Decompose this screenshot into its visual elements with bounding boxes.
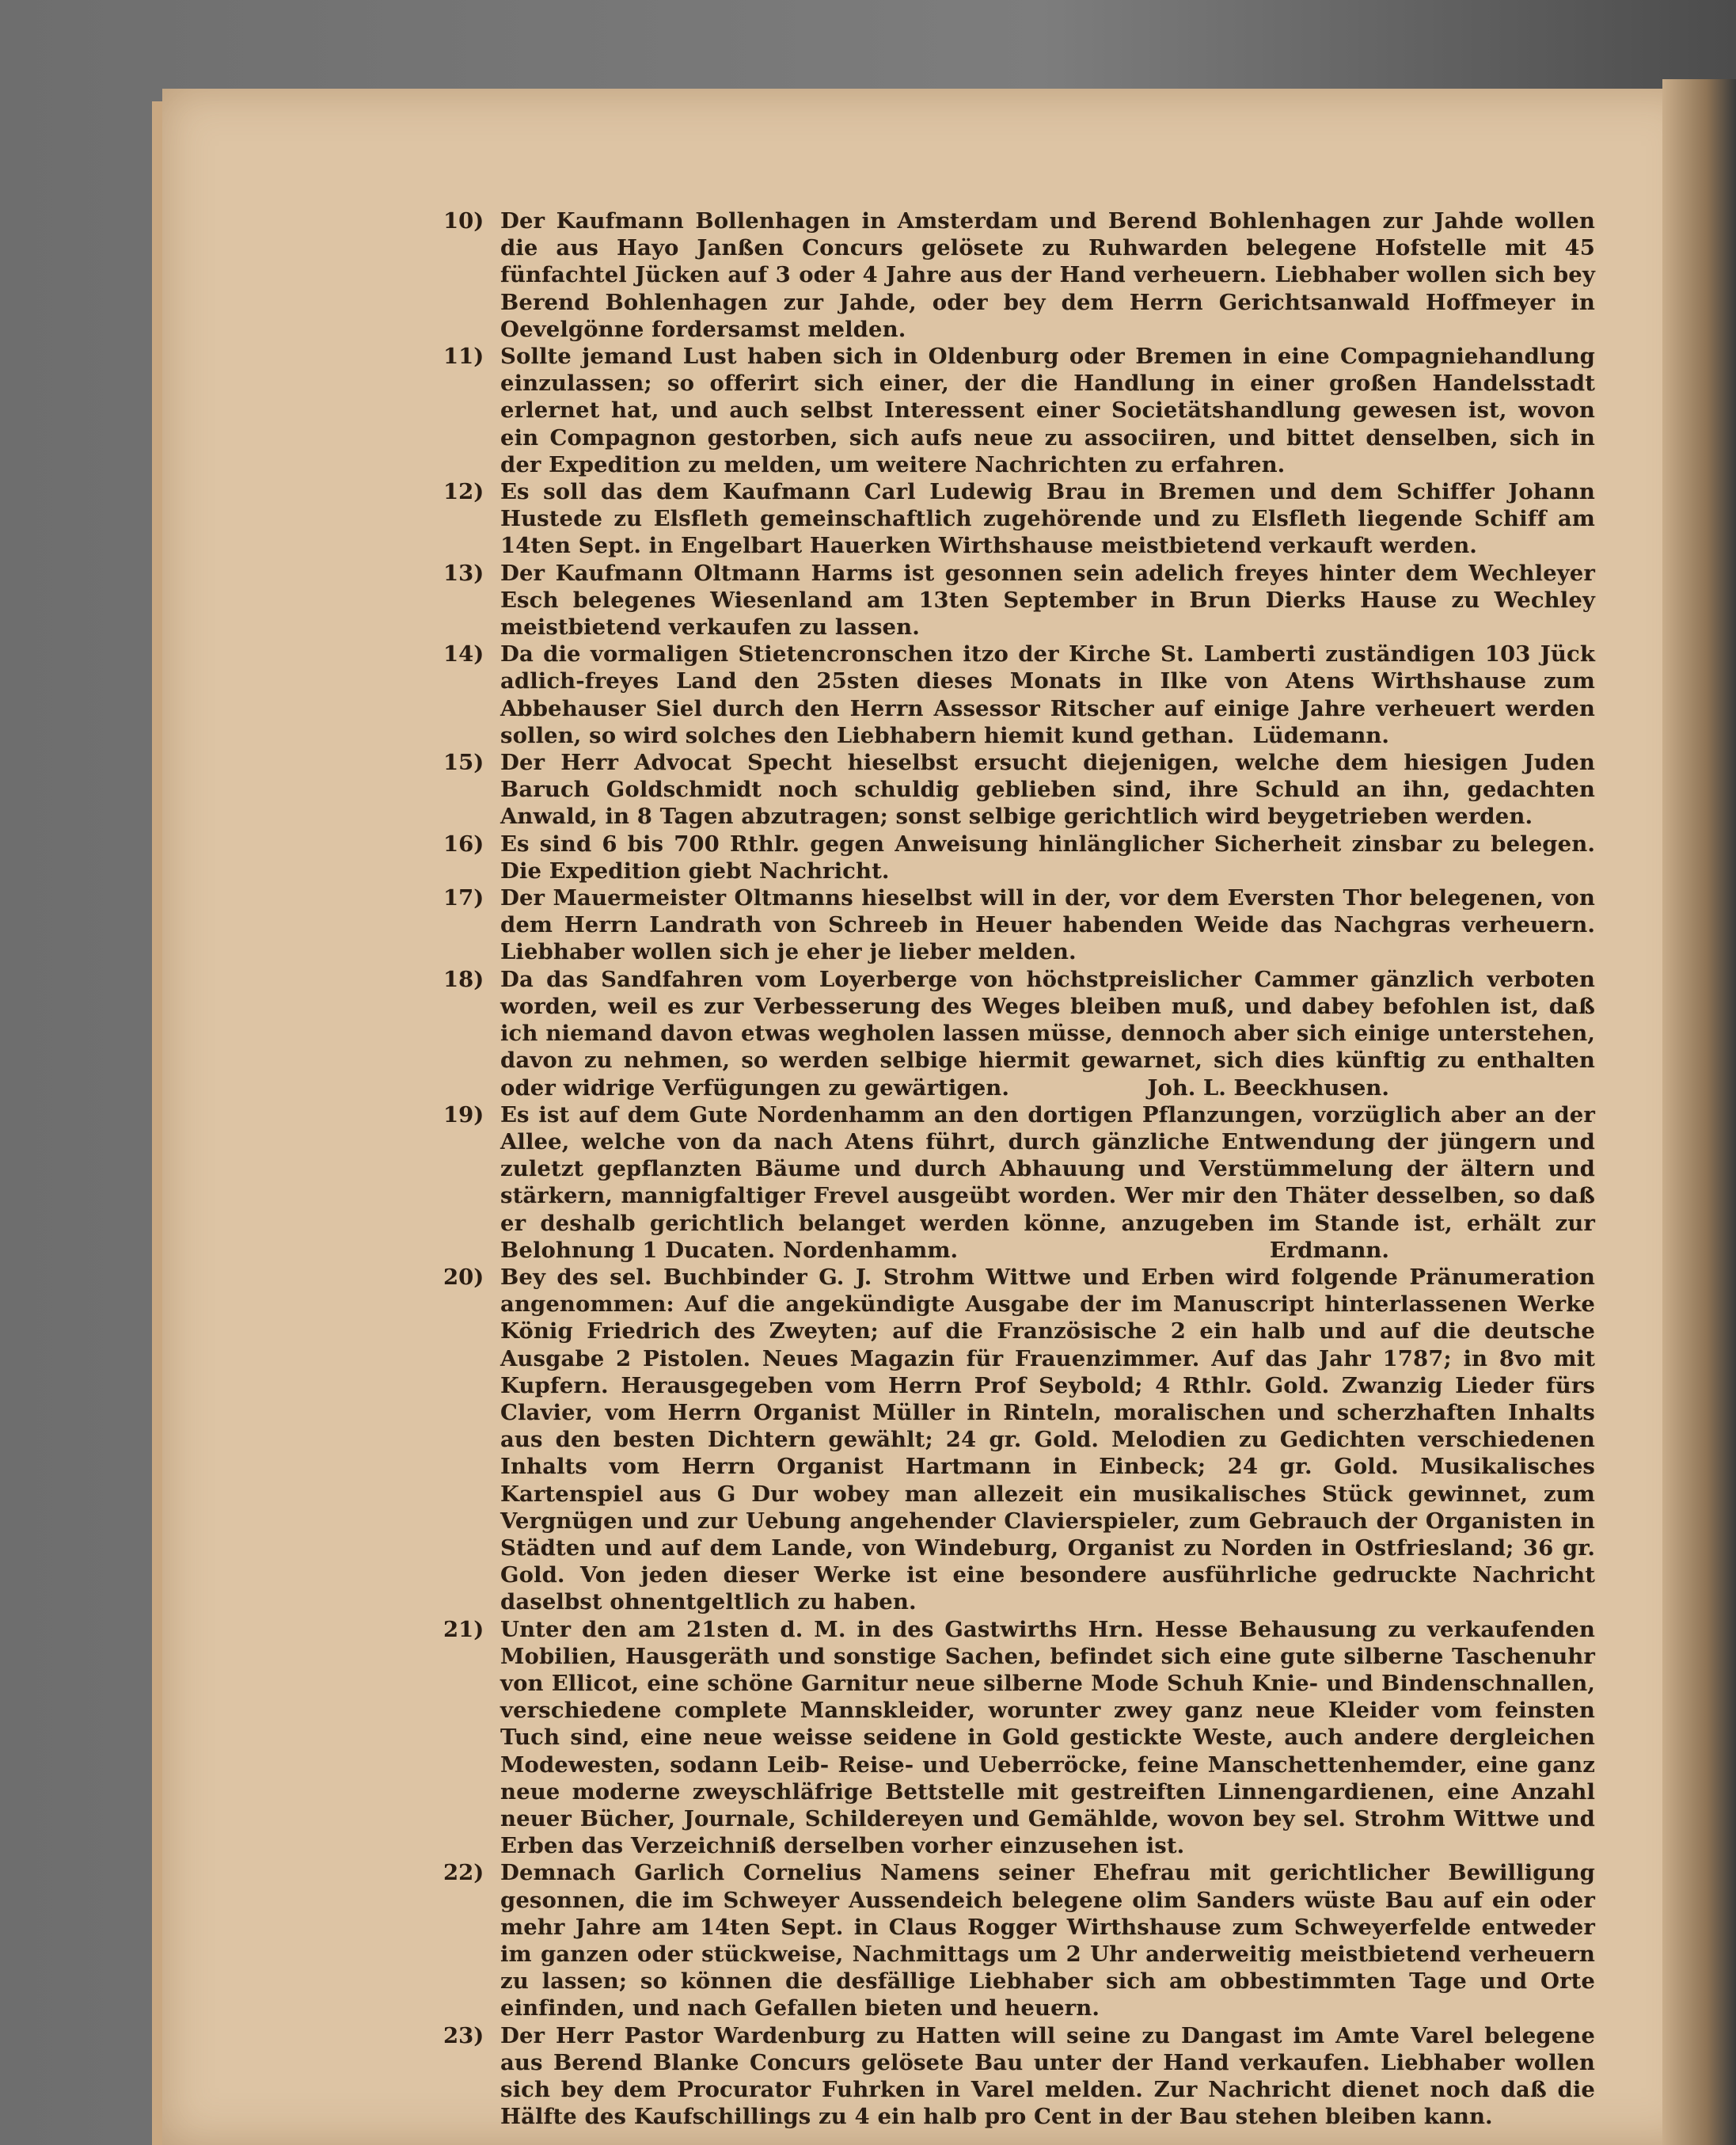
- notice-13: [443, 560, 1595, 641]
- notice-number: 17): [443, 885, 484, 911]
- notice-signature: Joh. L. Beeckhusen.: [1147, 1074, 1389, 1101]
- notice-number: 13): [443, 560, 484, 586]
- notice-text: Es soll das dem Kaufmann Carl Ludewig Brau in Bremen und dem Schiffer Johann Hustede zu Elsfleth gemeinschaftlich zugehörende und zu Elsfleth liegende Schiff am 14ten Sept. in Engelbart Hauerken Wirthshause meistbietend verkauft werden.: [500, 479, 1595, 559]
- notice-number: 16): [443, 831, 484, 857]
- notice-23: [443, 2022, 1595, 2131]
- book-gutter: [1662, 79, 1736, 2145]
- notice-15: [443, 749, 1595, 831]
- notice-16: [443, 831, 1595, 884]
- notice-number: 14): [443, 641, 484, 667]
- notice-21: [443, 1616, 1595, 1860]
- notice-number: 19): [443, 1101, 484, 1128]
- notice-text: Bey des sel. Buchbinder G. J. Strohm Wittwe und Erben wird folgende Pränumeration angenommen: Auf die angekündigte Ausgabe der im Manuscript hinterlassenen Werke König Friedrich des Zweyten; auf die Französische 2 ein halb und auf die deutsche Ausgabe 2 Pistolen. Neues Magazin für Frauenzimmer. Auf das Jahr 1787; in 8vo mit Kupfern. Herausgegeben vom Herrn Prof Seybold; 4 Rthlr. Gold. Zwanzig Lieder fürs Clavier, vom Herrn Organist Müller in Rinteln, moralischen und scherzhaften Inhalts aus den besten Dichtern gewählt; 24 gr. Gold. Melodien zu Gedichten verschiedenen Inhalts vom Herrn Organist Hartmann in Einbeck; 24 gr. Gold. Musikalisches Kartenspiel aus G Dur wobey man allezeit ein musikalisches Stück gewinnet, zum Vergnügen und zur Uebung angehender Clavierspieler, zum Gebrauch der Organisten in Städten und auf dem Lande, von Windeburg, Organist zu Norden in Ostfriesland; 36 gr. Gold. Von jeden dieser Werke ist eine besondere ausführliche gedruckte Nachricht daselbst ohnentgeltlich zu haben.: [500, 1264, 1595, 1615]
- notice-number: 20): [443, 1264, 484, 1290]
- notice-text: Demnach Garlich Cornelius Namens seiner Ehefrau mit gerichtlicher Bewilligung gesonnen, die im Schweyer Aussendeich belegene olim Sanders wüste Bau auf ein oder mehr Jahre am 14ten Sept. in Claus Rogger Wirthshause zum Schweyerfelde entweder im ganzen oder stückweise, Nachmittags um 2 Uhr anderweitig meistbietend verheuern zu lassen; so können die desfällige Liebhaber sich am obbestimmten Tage und Orte einfinden, und nach Gefallen bieten und heuern.: [500, 1860, 1595, 2021]
- notice-18: [443, 966, 1595, 1101]
- notice-text: Da die vormaligen Stietencronschen itzo der Kirche St. Lamberti zuständigen 103 Jück adlich-freyes Land den 25sten dieses Monats in Ilke von Atens Wirthshause zum Abbehauser Siel durch den Herrn Assessor Ritscher auf einige Jahre verheuert werden sollen, so wird solches den Liebhabern hiemit kund gethan.: [500, 641, 1595, 748]
- notice-number: 11): [443, 344, 484, 370]
- notice-12: [443, 478, 1595, 560]
- notice-number: 10): [443, 208, 484, 234]
- notice-number: 18): [443, 966, 484, 992]
- notice-text: Der Kaufmann Oltmann Harms ist gesonnen sein adelich freyes hinter dem Wechleyer Esch belegenes Wiesenland am 13ten September in Brun Dierks Hause zu Wechley meistbietend verkaufen zu lassen.: [500, 560, 1595, 641]
- notice-text: Der Herr Advocat Specht hieselbst ersucht diejenigen, welche dem hiesigen Juden Baruch Goldschmidt noch schuldig geblieben sind, ihre Schuld an ihn, gedachten Anwald, in 8 Tagen abzutragen; sonst selbige gerichtlich wird beygetrieben werden.: [500, 750, 1595, 830]
- notice-number: 12): [443, 479, 484, 505]
- notice-14: [443, 641, 1595, 749]
- notice-11: [443, 343, 1595, 478]
- notice-number: 23): [443, 2022, 484, 2048]
- notice-text: Der Mauermeister Oltmanns hieselbst will in der, vor dem Eversten Thor belegenen, von dem Herrn Landrath von Schreeb in Heuer habenden Weide das Nachgras verheuern. Liebhaber wollen sich je eher je lieber melden.: [500, 885, 1595, 965]
- notice-text: Der Herr Pastor Wardenburg zu Hatten will seine zu Dangast im Amte Varel belegene aus Berend Blanke Concurs gelösete Bau unter der Hand verkaufen. Liebhaber wollen sich bey dem Procurator Fuhrken in Varel melden. Zur Nachricht dienet noch daß die Hälfte des Kaufschillings zu 4 ein halb pro Cent in der Bau stehen bleiben kann.: [500, 2022, 1595, 2130]
- notice-text: Es ist auf dem Gute Nordenhamm an den dortigen Pflanzungen, vorzüglich aber an der Allee, welche von da nach Atens führt, durch gänzliche Entwendung der jüngern und zuletzt gepflanzten Bäume und durch Abhauung und Verstümmelung der ältern und stärkern, mannigfaltiger Frevel ausgeübt worden. Wer mir den Thäter desselben, so daß er deshalb gerichtlich belanget werden könne, anzugeben im Stande ist, erhält zur Belohnung 1 Ducaten. Nordenhamm.: [500, 1101, 1595, 1263]
- notice-17: [443, 884, 1595, 966]
- notice-text: Sollte jemand Lust haben sich in Oldenburg oder Bremen in eine Compagniehandlung einzulassen; so offerirt sich einer, der die Handlung in einer großen Handelsstadt erlernet hat, und auch selbst Interessent einer Societätshandlung gewesen ist, wovon ein Compagnon gestorben, sich aufs neue zu associiren, und bittet denselben, sich in der Expedition zu melden, um weitere Nachrichten zu erfahren.: [500, 344, 1595, 477]
- notice-text: Unter den am 21sten d. M. in des Gastwirths Hrn. Hesse Behausung zu verkaufenden Mobilien, Hausgeräth und sonstige Sachen, befindet sich eine gute silberne Taschenuhr von Ellicot, eine schöne Garnitur neue silberne Mode Schuh Knie- und Bindenschnallen, verschiedene complete Mannskleider, worunter zwey ganz neue Kleider vom feinsten Tuch sind, eine neue weisse seidene in Gold gestickte Weste, auch andere dergleichen Modewesten, sodann Leib- Reise- und Ueberröcke, feine Manschettenhemder, eine ganz neue moderne zweyschläfrige Bettstelle mit gestreiften Linnengardienen, eine Anzahl neuer Bücher, Journale, Schildereyen und Gemählde, wovon bey sel. Strohm Wittwe und Erben das Verzeichniß derselben vorher einzusehen ist.: [500, 1616, 1595, 1859]
- notice-number: 21): [443, 1616, 484, 1642]
- notice-10: [443, 207, 1595, 343]
- notice-number: 15): [443, 750, 484, 776]
- notice-signature: Lüdemann.: [1252, 722, 1389, 748]
- notice-number: 22): [443, 1860, 484, 1886]
- notice-text: Da das Sandfahren vom Loyerberge von höchstpreislicher Cammer gänzlich verboten worden, weil es zur Verbesserung des Weges bleiben muß, und dabey befohlen ist, daß ich niemand davon etwas wegholen lassen müsse, dennoch aber sich einige unterstehen, davon zu nehmen, so werden selbige hiermit gewarnet, sich dies künftig zu enthalten oder widrige Verfügungen zu gewärtigen.: [500, 966, 1595, 1101]
- notice-text: Es sind 6 bis 700 Rthlr. gegen Anweisung hinlänglicher Sicherheit zinsbar zu belegen. Die Expedition giebt Nachricht.: [500, 831, 1595, 884]
- notice-22: [443, 1859, 1595, 2021]
- notices-column: [443, 207, 1595, 2130]
- notice-signature: Erdmann.: [1269, 1237, 1389, 1263]
- notice-19: [443, 1101, 1595, 1264]
- notice-20: [443, 1264, 1595, 1616]
- notice-text: Der Kaufmann Bollenhagen in Amsterdam und Berend Bohlenhagen zur Jahde wollen die aus Hayo Janßen Concurs gelösete zu Ruhwarden belegene Hofstelle mit 45 fünfachtel Jücken auf 3 oder 4 Jahre aus der Hand verheuern. Liebhaber wollen sich bey Berend Bohlenhagen zur Jahde, oder bey dem Herrn Gerichtsanwald Hoffmeyer in Oevelgönne fordersamst melden.: [500, 208, 1595, 342]
